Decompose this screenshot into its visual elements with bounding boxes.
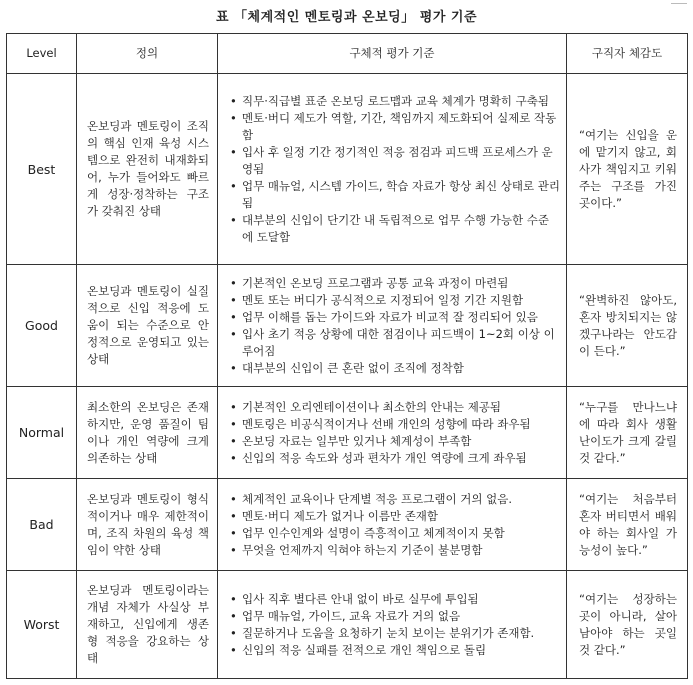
criteria-cell (218, 265, 567, 387)
list-item: • 입사 후 일정 기간 정기적인 적응 점검과 피드백 프로세스가 운영됨 (242, 144, 560, 178)
criteria-list (228, 399, 560, 467)
criteria-list (228, 275, 560, 377)
definition-cell: 온보딩과 멘토링이 실질적으로 신입 적응에 도움이 되는 수준으로 안정적으로 운영되고 있는 상태 (77, 265, 218, 387)
list-item: • 업무 이해를 돕는 가이드와 자료가 비교적 잘 정리되어 있음 (242, 309, 560, 326)
list-item: • 신입의 적응 속도와 성과 편차가 개인 역량에 크게 좌우됨 (242, 450, 560, 467)
evaluation-table (6, 33, 688, 679)
list-item: • 업무 매뉴얼, 시스템 가이드, 학습 자료가 항상 최신 상태로 관리됨 (242, 178, 560, 212)
table-row (7, 387, 688, 479)
level-cell: Worst (7, 571, 77, 679)
header-criteria: 구체적 평가 기준 (218, 34, 567, 74)
list-item: • 기본적인 오리엔테이션이나 최소한의 안내는 제공됨 (242, 399, 560, 416)
perception-cell: “여기는 성장하는 곳이 아니라, 살아남아야 하는 곳일 것 같다.” (567, 571, 688, 679)
list-item: • 업무 매뉴얼, 가이드, 교육 자료가 거의 없음 (242, 608, 560, 625)
header-perception: 구직자 체감도 (567, 34, 688, 74)
list-item: • 멘토·버디 제도가 없거나 이름만 존재함 (242, 508, 560, 525)
list-item: • 기본적인 온보딩 프로그램과 공통 교육 과정이 마련됨 (242, 275, 560, 292)
list-item: • 입사 직후 별다른 안내 없이 바로 실무에 투입됨 (242, 591, 560, 608)
list-item: • 멘토링은 비공식적이거나 선배 개인의 성향에 따라 좌우됨 (242, 416, 560, 433)
list-item: • 질문하거나 도움을 요청하기 눈치 보이는 분위기가 존재함. (242, 625, 560, 642)
perception-cell: “여기는 처음부터 혼자 버티면서 배워야 하는 회사일 가능성이 높다.” (567, 479, 688, 571)
table-row (7, 571, 688, 679)
definition-cell: 온보딩과 멘토링이 조직의 핵심 인재 육성 시스템으로 완전히 내재화되어, 누가 들어와도 빠르게 성장·정착하는 구조가 갖춰진 상태 (77, 74, 218, 265)
perception-cell: “완벽하진 않아도, 혼자 방치되지는 않겠구나라는 안도감이 든다.” (567, 265, 688, 387)
header-row (7, 34, 688, 74)
level-cell: Good (7, 265, 77, 387)
list-item: • 입사 초기 적응 상황에 대한 점검이나 피드백이 1~2회 이상 이루어짐 (242, 326, 560, 360)
definition-cell: 온보딩과 멘토링이 형식적이거나 매우 제한적이며, 조직 차원의 육성 책임이 약한 상태 (77, 479, 218, 571)
list-item: • 멘토 또는 버디가 공식적으로 지정되어 일정 기간 지원함 (242, 292, 560, 309)
list-item: • 대부분의 신입이 단기간 내 독립적으로 업무 수행 가능한 수준에 도달함 (242, 212, 560, 246)
header-definition: 정의 (77, 34, 218, 74)
criteria-list (228, 93, 560, 246)
header-level: Level (7, 34, 77, 74)
level-cell: Best (7, 74, 77, 265)
criteria-cell (218, 479, 567, 571)
criteria-list (228, 491, 560, 559)
table-row (7, 74, 688, 265)
table-row (7, 479, 688, 571)
list-item: • 체계적인 교육이나 단계별 적응 프로그램이 거의 없음. (242, 491, 560, 508)
list-item: • 멘토·버디 제도가 역할, 기간, 책임까지 제도화되어 실제로 작동함 (242, 110, 560, 144)
list-item: • 신입의 적응 실패를 전적으로 개인 책임으로 돌림 (242, 642, 560, 659)
corner-mark (671, 0, 687, 4)
list-item: • 무엇을 언제까지 익혀야 하는지 기준이 불분명함 (242, 542, 560, 559)
criteria-list (228, 591, 560, 659)
level-cell: Normal (7, 387, 77, 479)
definition-cell: 최소한의 온보딩은 존재하지만, 운영 품질이 팀이나 개인 역량에 크게 의존하는 상태 (77, 387, 218, 479)
criteria-cell (218, 74, 567, 265)
perception-cell: “여기는 신입을 운에 맡기지 않고, 회사가 책임지고 키워주는 구조를 가진 곳이다.” (567, 74, 688, 265)
list-item: • 온보딩 자료는 일부만 있거나 체계성이 부족함 (242, 433, 560, 450)
page-title: 표 「체계적인 멘토링과 온보딩」 평가 기준 (215, 10, 478, 25)
criteria-cell (218, 387, 567, 479)
criteria-cell (218, 571, 567, 679)
perception-cell: “누구를 만나느냐에 따라 회사 생활 난이도가 크게 갈릴 것 같다.” (567, 387, 688, 479)
table-row (7, 265, 688, 387)
definition-cell: 온보딩과 멘토링이라는 개념 자체가 사실상 부재하고, 신입에게 생존형 적응을 강요하는 상태 (77, 571, 218, 679)
level-cell: Bad (7, 479, 77, 571)
list-item: • 업무 인수인계와 설명이 즉흥적이고 체계적이지 못함 (242, 525, 560, 542)
list-item: • 대부분의 신입이 큰 혼란 없이 조직에 정착함 (242, 360, 560, 377)
list-item: • 직무·직급별 표준 온보딩 로드맵과 교육 체계가 명확히 구축됨 (242, 93, 560, 110)
